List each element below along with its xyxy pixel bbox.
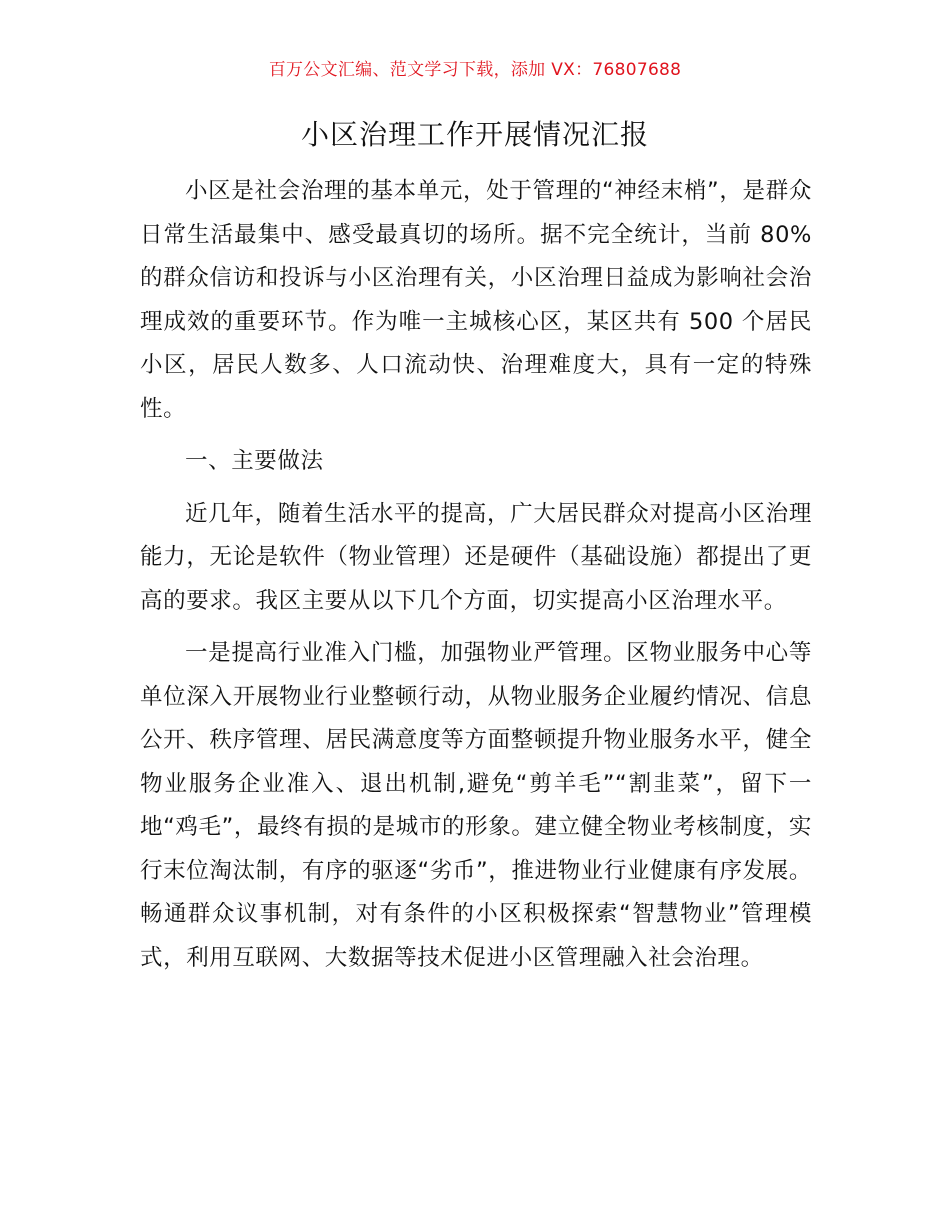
intro-paragraph: 小区是社会治理的基本单元，处于管理的“神经末梢”，是群众日常生活最集中、感受最真切的场所。据不完全统计，当前 80%的群众信访和投诉与小区治理有关，小区治理日益成为影响社会治理成效的重要环节。作为唯一主城核心区，某区共有 500 个居民小区，居民人数多、人口流动快、治理难度大，具有一定的特殊性。 <box>140 178 812 422</box>
body-paragraph: 一是提高行业准入门槛，加强物业严管理。区物业服务中心等单位深入开展物业行业整顿行动，从物业服务企业履约情况、信息公开、秩序管理、居民满意度等方面整顿提升物业服务水平，健全物业服务企业准入、退出机制,避免“剪羊毛”“割韭菜”，留下一地“鸡毛”，最终有损的是城市的形象。建立健全物业考核制度，实行末位淘汰制，有序的驱逐“劣币”，推进物业行业健康有序发展。畅通群众议事机制，对有条件的小区积极探索“智慧物业”管理模式，利用互联网、大数据等技术促进小区管理融入社会治理。 <box>140 640 812 971</box>
header-ad-banner: 百万公文汇编、范文学习下载，添加 VX：76807688 <box>268 60 682 80</box>
document-title: 小区治理工作开展情况汇报 <box>300 118 649 151</box>
body-paragraph: 近几年，随着生活水平的提高，广大居民群众对提高小区治理能力，无论是软件（物业管理）还是硬件（基础设施）都提出了更高的要求。我区主要从以下几个方面，切实提高小区治理水平。 <box>140 500 812 614</box>
document-body <box>140 170 812 980</box>
section-heading: 一、主要做法 <box>185 448 324 474</box>
